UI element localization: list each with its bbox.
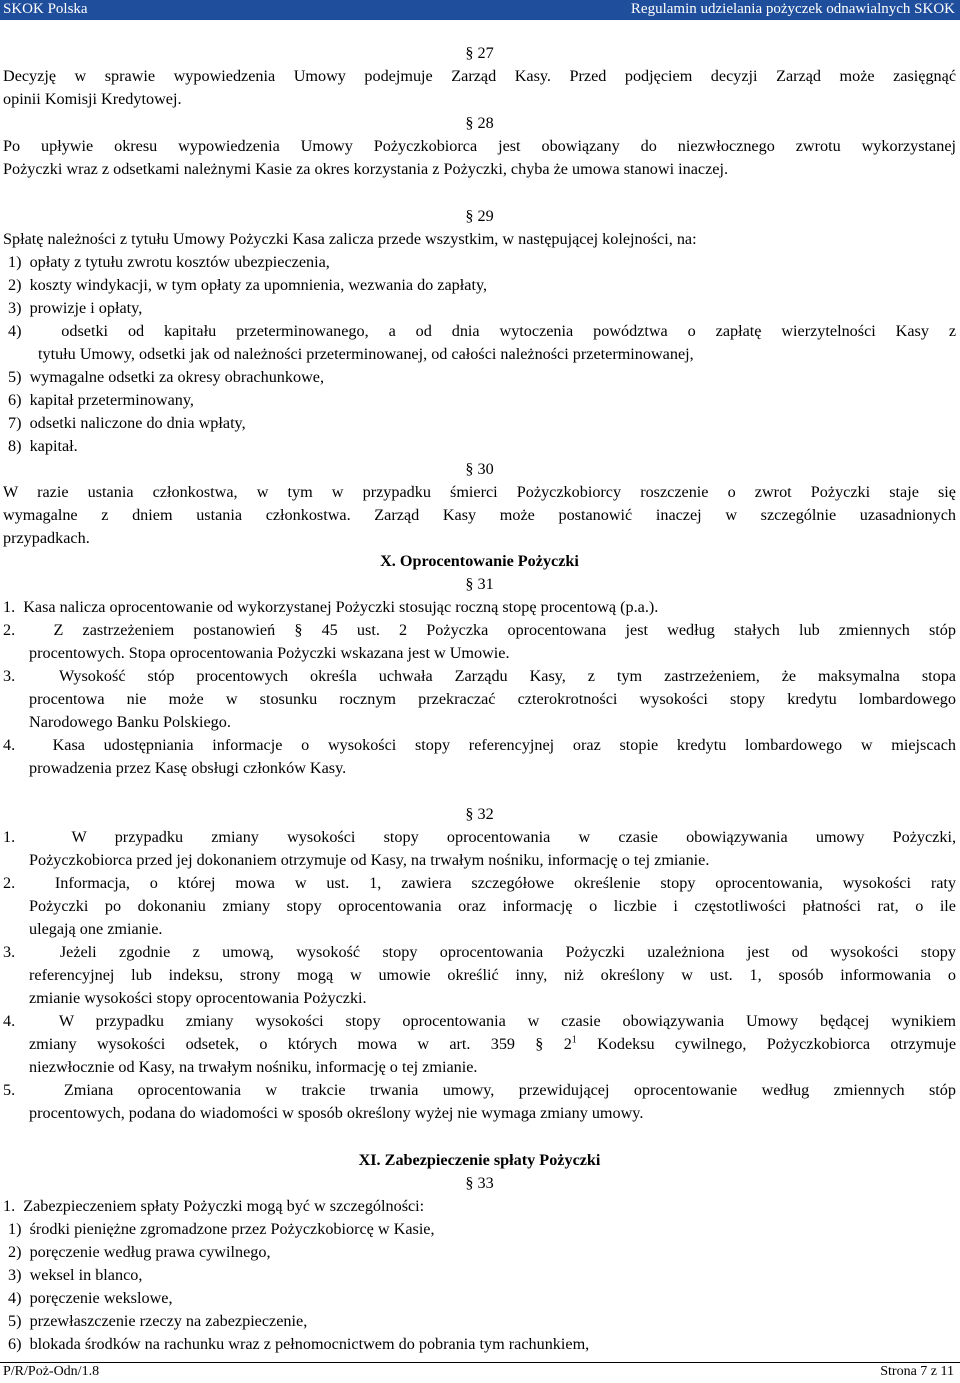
- chapter-xi-heading: XI. Zabezpieczenie spłaty Pożyczki: [358, 1151, 601, 1169]
- list-item-continuation: tytułu Umowy, odsetki jak od należności przeterminowanej, od całości należności przeterminowanej,: [38, 345, 694, 363]
- section-30-line: przypadkach.: [3, 529, 90, 547]
- section-32-line: 3. Jeżeli zgodnie z umową, wysokość stopy oprocentowania Pożyczki uzależniona jest od wysokości stopy: [3, 943, 956, 961]
- section-32-line: 2. Informacja, o której mowa w ust. 1, zawiera szczegółowe określenie stopy oprocentowania, wysokości raty: [3, 874, 956, 892]
- section-31-line: 3. Wysokość stóp procentowych określa uchwała Zarządu Kasy, z tym zastrzeżeniem, że maksymalna stopa: [3, 667, 956, 685]
- list-item: 4) poręczenie wekslowe,: [8, 1289, 173, 1307]
- section-31-line: procentowa nie może w stosunku rocznym przekraczać czterokrotności wysokości stopy kredytu lombardowego: [29, 690, 956, 708]
- section-28-line: Pożyczki wraz z odsetkami należnymi Kasie za okres korzystania z Pożyczki, chyba że umowa stanowi inaczej.: [3, 160, 729, 178]
- list-item: 8) kapitał.: [8, 437, 78, 455]
- section-32-line: zmianie wysokości stopy oprocentowania Pożyczki.: [29, 989, 367, 1007]
- footer-doc-code: P/R/Poż-Odn/1.8: [3, 1364, 100, 1379]
- list-item: 3) weksel in blanco,: [8, 1266, 143, 1284]
- section-32-line: procentowych, podana do wiadomości w sposób określony wyżej nie wymaga zmiany umowy.: [29, 1104, 644, 1122]
- section-31-line: prowadzenia przez Kasę obsługi członków Kasy.: [29, 759, 347, 777]
- list-item: 7) odsetki naliczone do dnia wpłaty,: [8, 414, 246, 432]
- section-31-line: procentowych. Stopa oprocentowania Pożyczki wskazana jest w Umowie.: [29, 644, 510, 662]
- footer-page-number: Strona 7 z 11: [880, 1364, 954, 1379]
- section-33-intro: 1. Zabezpieczeniem spłaty Pożyczki mogą być w szczególności:: [3, 1197, 425, 1215]
- section-32-line: niezwłocznie od Kasy, na trwałym nośniku, informację o tej zmianie.: [29, 1058, 478, 1076]
- section-32-line: Pożyczkobiorca przed jej dokonaniem otrzymuje od Kasy, na trwałym nośniku, informację o tej zmianie.: [29, 851, 710, 869]
- section-29-intro: Spłatę należności z tytułu Umowy Pożyczki Kasa zalicza przede wszystkim, w następującej kolejności, na:: [3, 230, 697, 248]
- list-item: 1) opłaty z tytułu zwrotu kosztów ubezpieczenia,: [8, 253, 330, 271]
- header-org: SKOK Polska: [3, 1, 88, 17]
- section-31-line: 1. Kasa nalicza oprocentowanie od wykorzystanej Pożyczki stosując roczną stopę procentową (p.a.).: [3, 598, 659, 616]
- page-header: [0, 0, 960, 20]
- section-29-title: § 29: [465, 207, 494, 225]
- list-item: 3) prowizje i opłaty,: [8, 299, 143, 317]
- section-31-title: § 31: [465, 575, 494, 593]
- section-30-line: W razie ustania członkostwa, w tym w przypadku śmierci Pożyczkobiorcy roszczenie o zwrot Pożyczki staje się: [3, 483, 956, 501]
- list-item: 2) koszty windykacji, w tym opłaty za upomnienia, wezwania do zapłaty,: [8, 276, 488, 294]
- superscript-index: 1: [571, 1034, 577, 1046]
- section-28-line: Po upływie okresu wypowiedzenia Umowy Pożyczkobiorca jest obowiązany do niezwłocznego zwrotu wykorzystanej: [3, 137, 956, 155]
- list-item: 5) wymagalne odsetki za okresy obrachunkowe,: [8, 368, 325, 386]
- section-28-title: § 28: [465, 114, 494, 132]
- section-32-line: Pożyczki po dokonaniu zmiany stopy oprocentowania oraz informację o liczbie i częstotliwości płatności rat, o ile: [29, 897, 956, 915]
- section-32-line: ulegają one zmianie.: [29, 920, 163, 938]
- section-27-line: opinii Komisji Kredytowej.: [3, 90, 182, 108]
- section-32-title: § 32: [465, 805, 494, 823]
- section-31-line: Narodowego Banku Polskiego.: [29, 713, 231, 731]
- page-footer: [0, 1362, 960, 1383]
- section-30-line: wymagalne z dniem ustania członkostwa. Zarząd Kasy może postanowić inaczej w szczególnie uzasadnionych: [3, 506, 956, 524]
- section-30-title: § 30: [465, 460, 494, 478]
- section-32-line: 1. W przypadku zmiany wysokości stopy oprocentowania w czasie obowiązywania umowy Pożyczki,: [3, 828, 956, 846]
- chapter-x-heading: X. Oprocentowanie Pożyczki: [380, 552, 579, 570]
- section-27-line: Decyzję w sprawie wypowiedzenia Umowy podejmuje Zarząd Kasy. Przed podjęciem decyzji Zarząd może zasięgnąć: [3, 67, 956, 85]
- section-31-line: 4. Kasa udostępniania informacje o wysokości stopy referencyjnej oraz stopie kredytu lombardowego w miejscach: [3, 736, 956, 754]
- list-item: 6) kapitał przeterminowany,: [8, 391, 194, 409]
- section-32-line: 5. Zmiana oprocentowania w trakcie trwania umowy, przewidującej oprocentowanie według zmiennych stóp: [3, 1081, 956, 1099]
- section-32-line-with-superscript: zmiany wysokości odsetek, o których mowa w art. 359 § $2^1$ Kodeksu cywilnego, Pożyczkobiorca otrzymuje: [29, 1034, 957, 1053]
- section-32-line: referencyjnej lub indeksu, strony mogą w umowie określić inny, niż określony w ust. 1, sposób informowania o: [29, 966, 956, 984]
- list-item: 4) odsetki od kapitału przeterminowanego, a od dnia wytoczenia powództwa o zapłatę wierzytelności Kasy z: [8, 322, 956, 340]
- section-33-title: § 33: [465, 1174, 494, 1192]
- list-item: 6) blokada środków na rachunku wraz z pełnomocnictwem do pobrania tym rachunkiem,: [8, 1335, 590, 1353]
- section-31-line: 2. Z zastrzeżeniem postanowień § 45 ust. 2 Pożyczka oprocentowana jest według stałych lub zmiennych stóp: [3, 621, 956, 639]
- section-27-title: § 27: [465, 44, 494, 62]
- header-doc-title: Regulamin udzielania pożyczek odnawialnych SKOK: [630, 1, 955, 17]
- list-item: 5) przewłaszczenie rzeczy na zabezpieczenie,: [8, 1312, 308, 1330]
- superscript-index-section: 2: [563, 1035, 572, 1053]
- section-32-line: 4. W przypadku zmiany wysokości stopy oprocentowania w czasie obowiązywania Umowy będącej wynikiem: [3, 1012, 956, 1030]
- list-item: 1) środki pieniężne zgromadzone przez Pożyczkobiorcę w Kasie,: [8, 1220, 435, 1238]
- list-item: 2) poręczenie według prawa cywilnego,: [8, 1243, 271, 1261]
